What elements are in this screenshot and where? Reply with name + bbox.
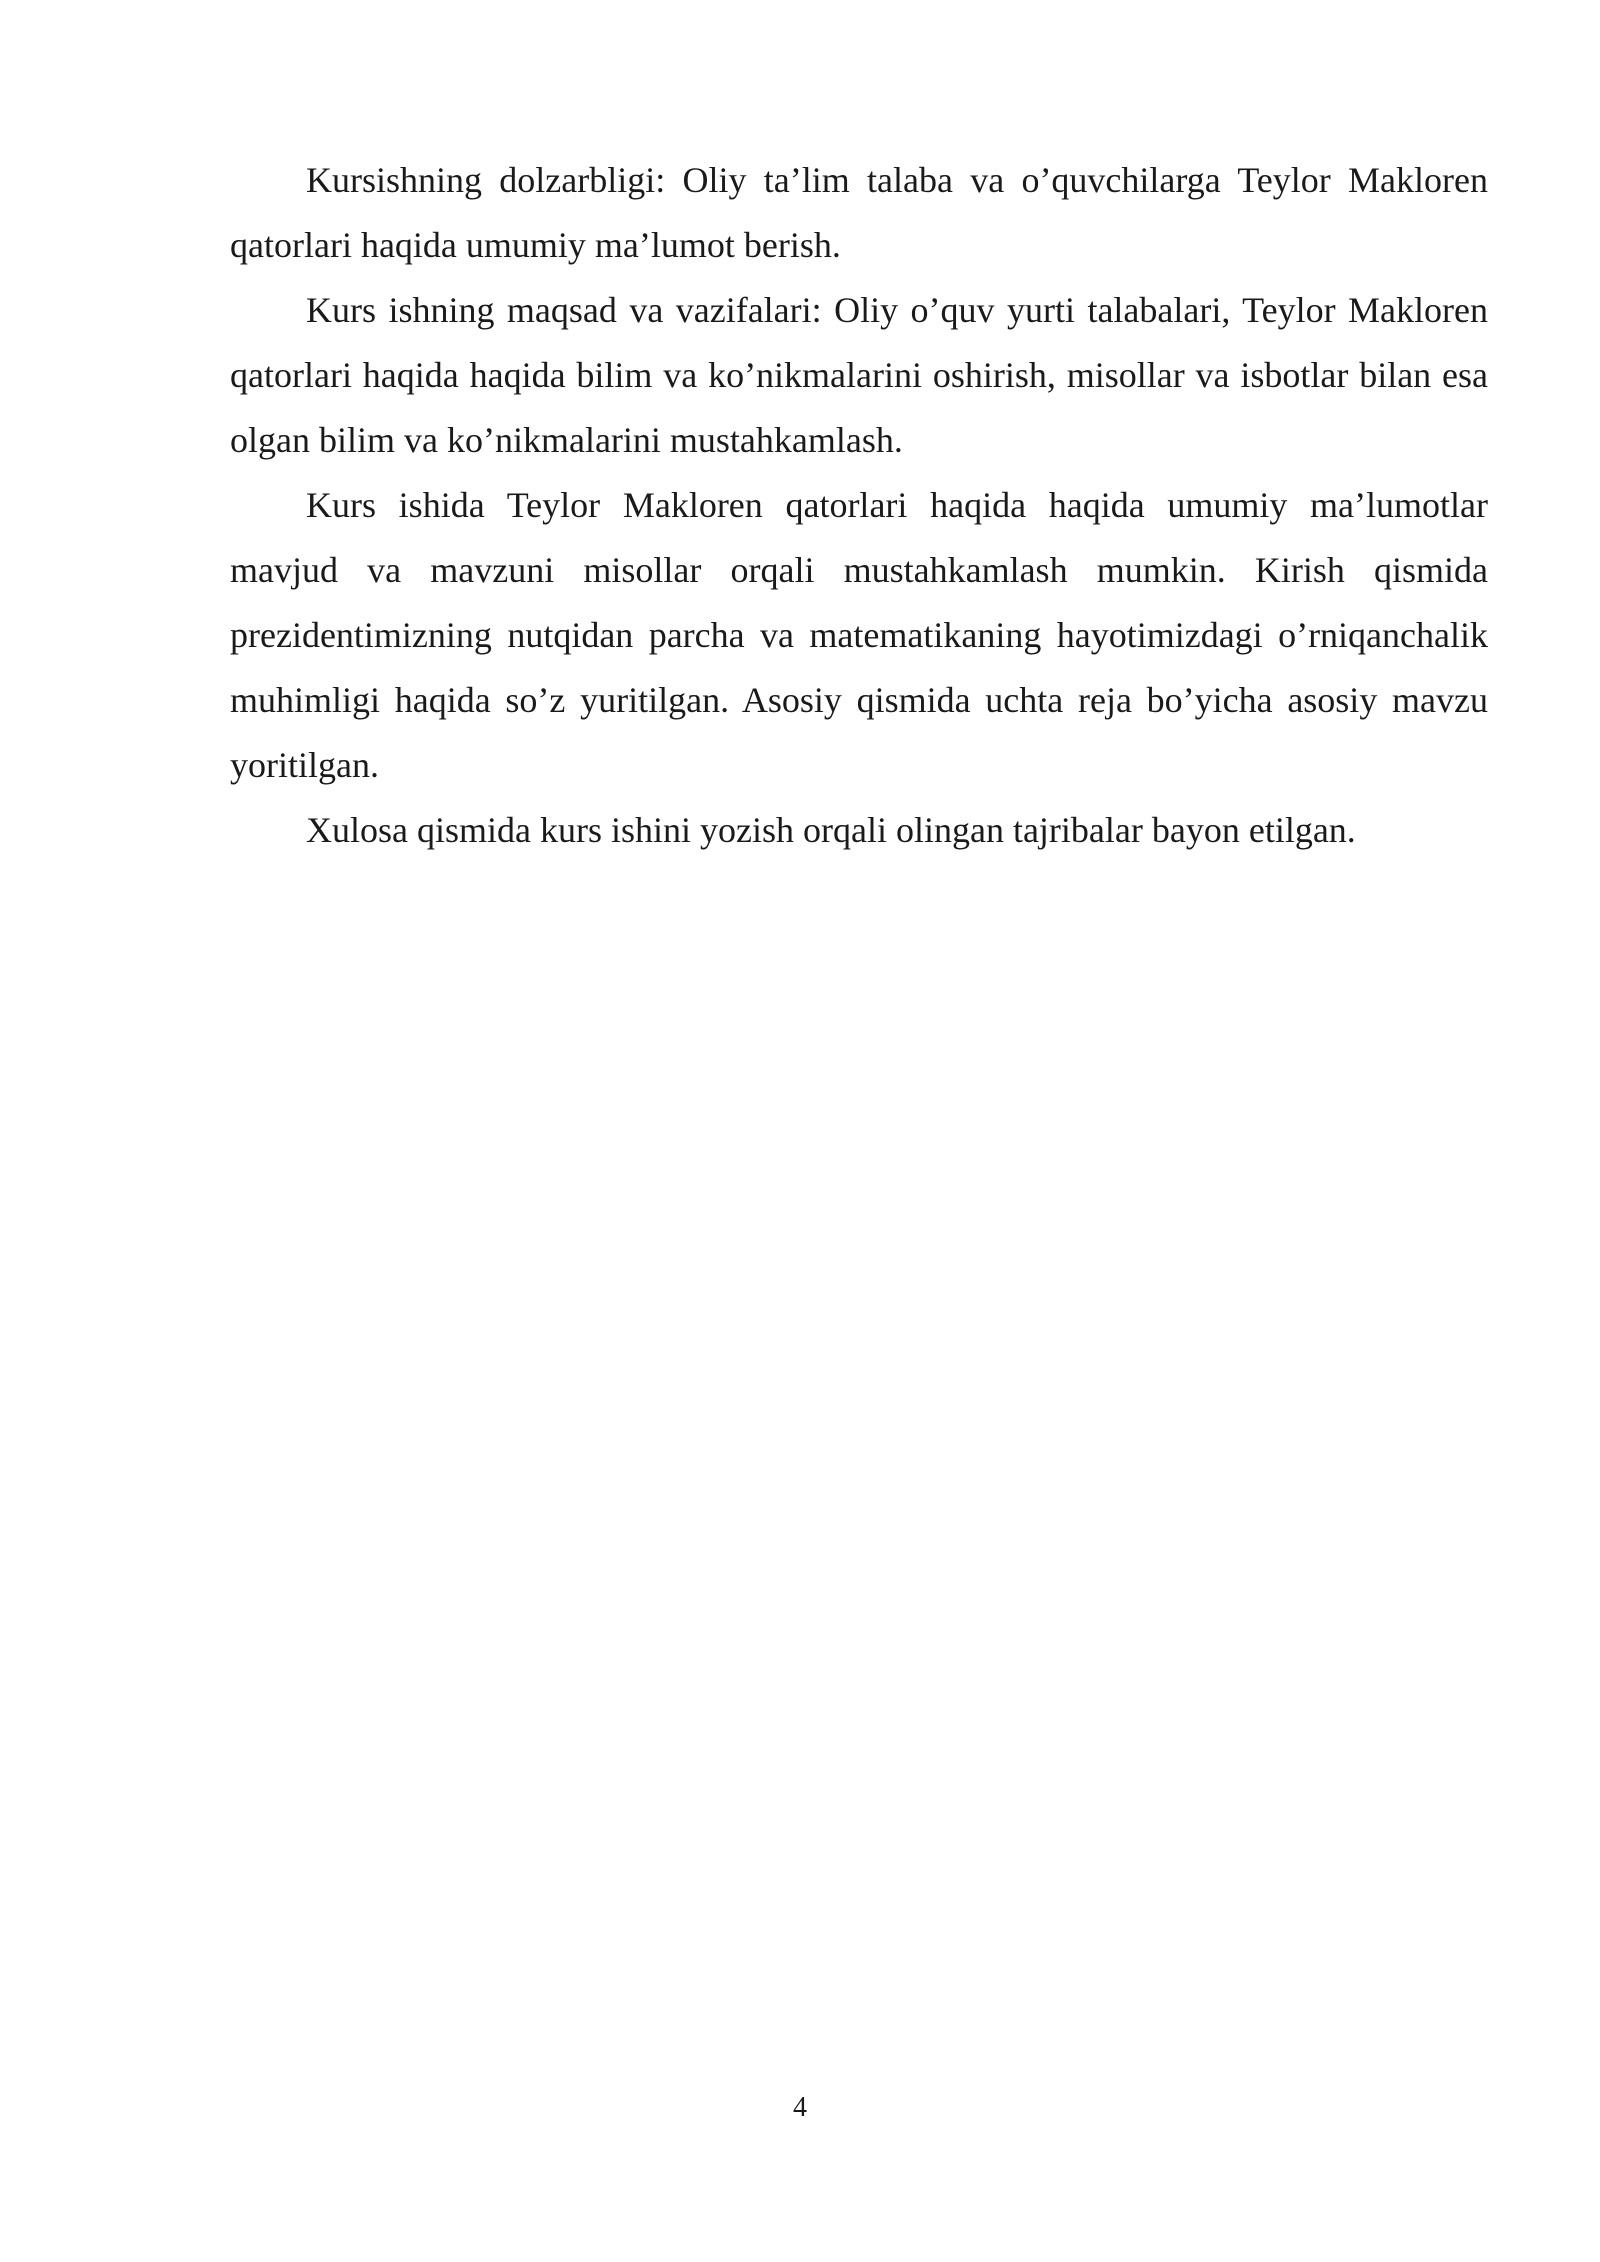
page-number: 4 (793, 2092, 807, 2123)
body-text (230, 148, 1488, 863)
paragraph-relevance: Kursishning dolzarbligi: Oliy ta’lim talaba va o’quvchilarga Teylor Makloren qatorlari haqida umumiy ma’lumot berish. (230, 160, 1488, 265)
paragraph-conclusion: Xulosa qismida kurs ishini yozish orqali olingan tajribalar bayon etilgan. (306, 810, 1356, 850)
paragraph-content-overview: Kurs ishida Teylor Makloren qatorlari haqida haqida umumiy ma’lumotlar mavjud va mavzuni misollar orqali mustahkamlash mumkin. Kirish qismida prezidentimizning nutqidan parcha va matematikaning hayotimizdagi o’rniqanchalik muhimligi haqida so’z yuritilgan. Asosiy qismida uchta reja bo’yicha asosiy mavzu yoritilgan. (230, 485, 1488, 785)
paragraph-goals: Kurs ishning maqsad va vazifalari: Oliy o’quv yurti talabalari, Teylor Makloren qatorlari haqida haqida bilim va ko’nikmalarini oshirish, misollar va isbotlar bilan esa olgan bilim va ko’nikmalarini mustahkamlash. (230, 290, 1488, 460)
